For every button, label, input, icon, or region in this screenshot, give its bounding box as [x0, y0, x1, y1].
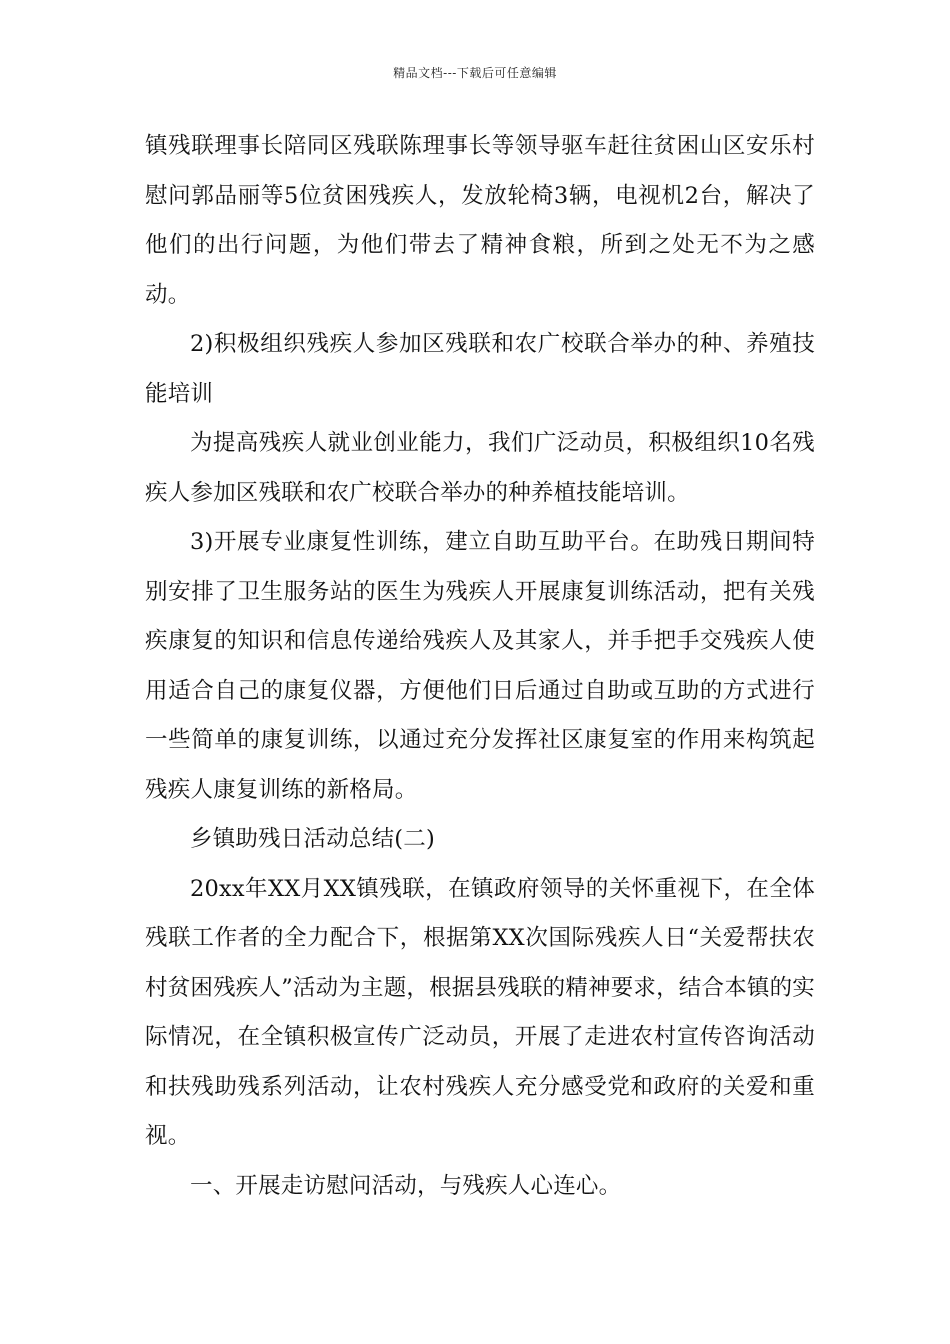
- document-body: [145, 122, 815, 1211]
- paragraph-summary-intro: 20xx年XX月XX镇残联，在镇政府领导的关怀重视下，在全体残联工作者的全力配合下，根据第XX次国际残疾人日“关爱帮扶农村贫困残疾人”活动为主题，根据县残联的精神要求，结合本镇的实际情况，在全镇积极宣传广泛动员，开展了走进农村宣传咨询活动和扶残助残系列活动，让农村残疾人充分感受党和政府的关爱和重视。: [145, 875, 816, 1149]
- paragraph-skills-training: 为提高残疾人就业创业能力，我们广泛动员，积极组织10名残疾人参加区残联和农广校联合举办的种养植技能培训。: [145, 430, 815, 506]
- page-header: 精品文档---下载后可任意编辑: [393, 66, 557, 80]
- paragraph-item-2-heading: 2)积极组织残疾人参加区残联和农广校联合举办的种、养殖技能培训: [145, 331, 815, 407]
- paragraph-section-1-heading: 一、开展走访慰问活动，与残疾人心连心。: [190, 1172, 622, 1199]
- paragraph-visit-continued: 镇残联理事长陪同区残联陈理事长等领导驱车赶往贫困山区安乐村慰问郭品丽等5位贫困残疾人，发放轮椅3辆，电视机2台，解决了他们的出行问题，为他们带去了精神食粮，所到之处无不为之感动。: [145, 133, 815, 308]
- section-title-summary-2: 乡镇助残日活动总结(二): [190, 826, 435, 852]
- paragraph-item-3-rehab: 3)开展专业康复性训练，建立自助互助平台。在助残日期间特别安排了卫生服务站的医生为残疾人开展康复训练活动，把有关残疾康复的知识和信息传递给残疾人及其家人，并手把手交残疾人使用适合自己的康复仪器，方便他们日后通过自助或互助的方式进行一些简单的康复训练，以通过充分发挥社区康复室的作用来构筑起残疾人康复训练的新格局。: [145, 529, 815, 803]
